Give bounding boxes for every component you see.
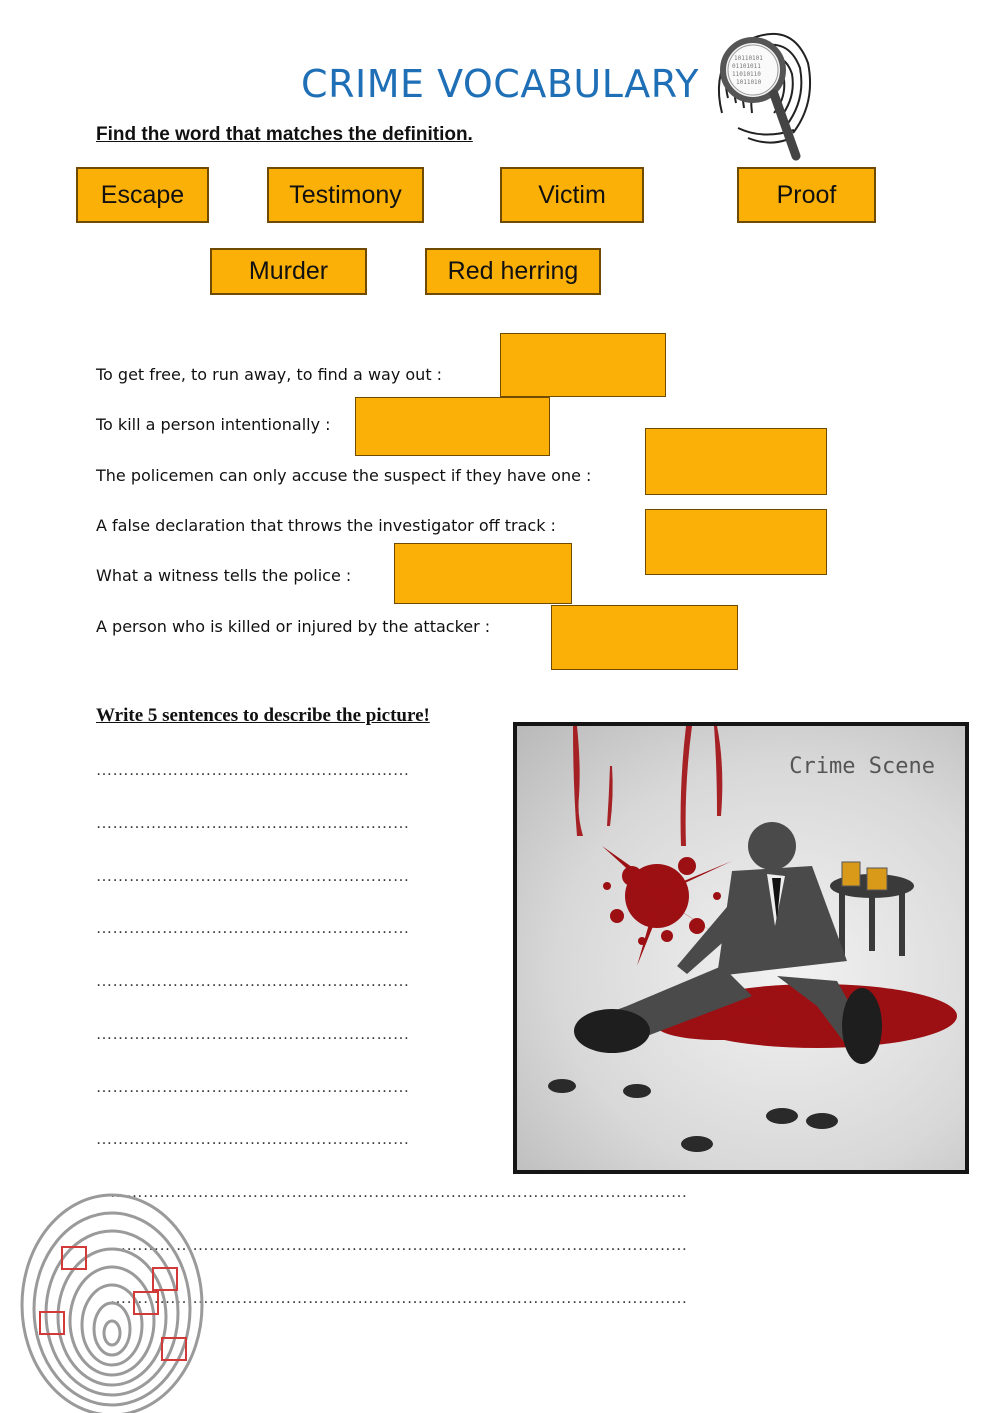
answer-box-2[interactable] <box>355 397 550 456</box>
word-red-herring[interactable]: Red herring <box>425 248 601 295</box>
answer-box-3[interactable] <box>645 428 827 495</box>
word-escape[interactable]: Escape <box>76 167 209 223</box>
writing-line-9[interactable]: …………………………………………………………………………………………… <box>110 1184 688 1201</box>
word-victim[interactable]: Victim <box>500 167 644 223</box>
writing-line-8[interactable]: ………………………………………………… <box>96 1131 410 1148</box>
writing-line-2[interactable]: ………………………………………………… <box>96 815 410 832</box>
definition-3: The policemen can only accuse the suspect if they have one : <box>96 466 592 485</box>
word-testimony[interactable]: Testimony <box>267 167 424 223</box>
page-title: CRIME VOCABULARY <box>301 62 699 106</box>
picture-caption: Crime Scene <box>789 754 935 779</box>
word-proof[interactable]: Proof <box>737 167 876 223</box>
svg-text:01101011: 01101011 <box>732 63 761 70</box>
writing-line-3[interactable]: ………………………………………………… <box>96 868 410 885</box>
word-murder[interactable]: Murder <box>210 248 367 295</box>
answer-box-6[interactable] <box>551 605 738 670</box>
svg-text:1011010: 1011010 <box>736 79 762 86</box>
definition-6: A person who is killed or injured by the attacker : <box>96 617 491 636</box>
definition-2: To kill a person intentionally : <box>96 415 331 434</box>
definition-4: A false declaration that throws the investigator off track : <box>96 516 556 535</box>
definition-5: What a witness tells the police : <box>96 566 352 585</box>
svg-text:11010110: 11010110 <box>732 71 761 78</box>
writing-prompt: Write 5 sentences to describe the picture! <box>96 705 430 726</box>
instruction-text: Find the word that matches the definition. <box>96 124 473 145</box>
writing-line-5[interactable]: ………………………………………………… <box>96 973 410 990</box>
writing-line-10[interactable]: …………………………………………………………………………………………… <box>110 1237 688 1254</box>
answer-box-5[interactable] <box>394 543 572 604</box>
answer-box-4[interactable] <box>645 509 827 575</box>
writing-line-1[interactable]: ………………………………………………… <box>96 762 410 779</box>
answer-box-1[interactable] <box>500 333 666 397</box>
crime-scene-illustration <box>513 722 969 1174</box>
writing-line-7[interactable]: ………………………………………………… <box>96 1079 410 1096</box>
writing-line-4[interactable]: ………………………………………………… <box>96 920 410 937</box>
svg-text:10110101: 10110101 <box>734 55 763 62</box>
writing-line-6[interactable]: ………………………………………………… <box>96 1026 410 1043</box>
definition-1: To get free, to run away, to find a way out : <box>96 365 443 384</box>
writing-line-11[interactable]: …………………………………………………………………………………………… <box>110 1290 688 1307</box>
fingerprint-icon <box>12 1185 212 1413</box>
